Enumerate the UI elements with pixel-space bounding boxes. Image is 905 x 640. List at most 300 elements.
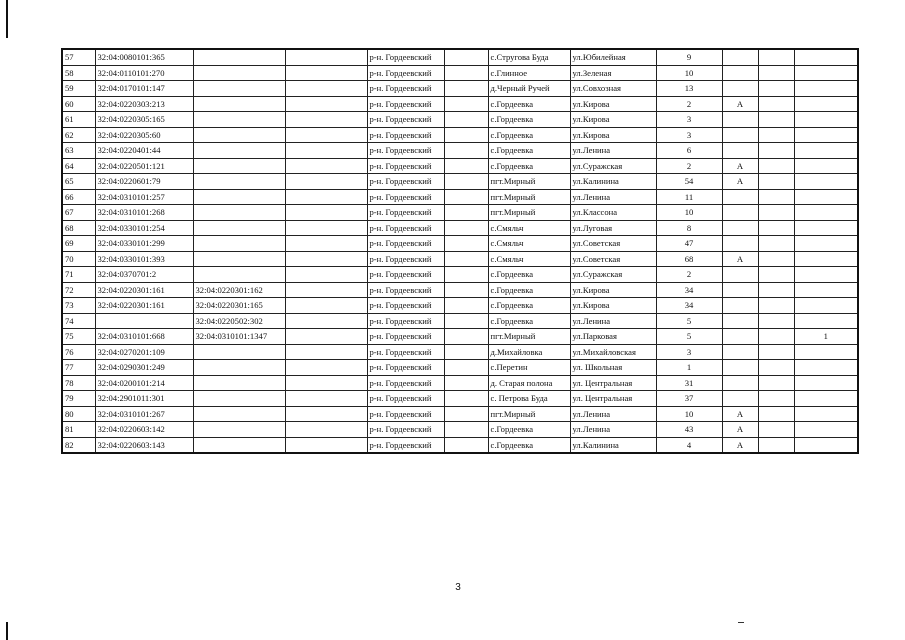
cell-cadastral-number: 32:04:0220305:165	[95, 112, 193, 128]
cell-apartment	[794, 236, 858, 252]
cell-house-letter: А	[722, 158, 758, 174]
cell-row-number: 71	[62, 267, 95, 283]
cell-row-number: 57	[62, 49, 95, 65]
cell-apartment	[794, 112, 858, 128]
cell-building	[758, 96, 794, 112]
cell-house-letter	[722, 360, 758, 376]
cell-district: р-н. Гордеевский	[367, 298, 444, 314]
cell-related-cadastral-number	[193, 49, 285, 65]
cell-settlement: с.Глинное	[488, 65, 570, 81]
cell-house-number: 3	[656, 127, 722, 143]
cell-street: ул.Михайловская	[570, 344, 656, 360]
table-row	[62, 127, 858, 143]
cell-house-letter	[722, 329, 758, 345]
cell-district: р-н. Гордеевский	[367, 49, 444, 65]
cell-cadastral-number: 32:04:0220301:161	[95, 282, 193, 298]
cell-empty-column-2	[444, 96, 488, 112]
cell-district: р-н. Гордеевский	[367, 81, 444, 97]
cell-apartment	[794, 81, 858, 97]
cell-building	[758, 375, 794, 391]
cell-settlement: с.Гордеевка	[488, 437, 570, 453]
cell-building	[758, 298, 794, 314]
cell-house-letter	[722, 127, 758, 143]
cell-apartment	[794, 189, 858, 205]
cell-house-number: 8	[656, 220, 722, 236]
table-row	[62, 112, 858, 128]
cell-empty-column-2	[444, 391, 488, 407]
table-row	[62, 422, 858, 438]
cell-apartment	[794, 391, 858, 407]
cell-house-letter	[722, 220, 758, 236]
cell-related-cadastral-number	[193, 251, 285, 267]
cell-building	[758, 236, 794, 252]
table-row	[62, 96, 858, 112]
cell-building	[758, 127, 794, 143]
table-row	[62, 313, 858, 329]
cell-building	[758, 391, 794, 407]
cell-row-number: 69	[62, 236, 95, 252]
cell-street: ул.Советская	[570, 236, 656, 252]
cell-row-number: 74	[62, 313, 95, 329]
cell-empty-column-2	[444, 158, 488, 174]
cell-district: р-н. Гордеевский	[367, 391, 444, 407]
cell-apartment	[794, 158, 858, 174]
cell-building	[758, 422, 794, 438]
cell-district: р-н. Гордеевский	[367, 96, 444, 112]
cell-empty-column-2	[444, 251, 488, 267]
cell-building	[758, 189, 794, 205]
cell-house-number: 10	[656, 205, 722, 221]
cell-district: р-н. Гордеевский	[367, 127, 444, 143]
cell-related-cadastral-number	[193, 81, 285, 97]
table-row	[62, 189, 858, 205]
cell-settlement: пгт.Мирный	[488, 174, 570, 190]
cell-street: ул.Юбилейная	[570, 49, 656, 65]
cell-street: ул.Калинина	[570, 174, 656, 190]
cell-apartment	[794, 298, 858, 314]
cell-apartment	[794, 205, 858, 221]
cell-street: ул.Совхозная	[570, 81, 656, 97]
cell-cadastral-number: 32:04:0330101:299	[95, 236, 193, 252]
cell-street: ул.Калинина	[570, 437, 656, 453]
cell-row-number: 81	[62, 422, 95, 438]
cell-street: ул.Кирова	[570, 112, 656, 128]
cell-house-letter: А	[722, 174, 758, 190]
scan-edge-mark-top	[6, 0, 8, 38]
cell-district: р-н. Гордеевский	[367, 329, 444, 345]
cell-house-number: 9	[656, 49, 722, 65]
cell-empty-column	[285, 360, 367, 376]
cell-house-letter	[722, 298, 758, 314]
cell-settlement: с.Гордеевка	[488, 313, 570, 329]
cell-apartment	[794, 267, 858, 283]
cell-empty-column	[285, 189, 367, 205]
cell-district: р-н. Гордеевский	[367, 375, 444, 391]
cell-cadastral-number	[95, 313, 193, 329]
cell-building	[758, 220, 794, 236]
cell-cadastral-number: 32:04:0220603:142	[95, 422, 193, 438]
cell-district: р-н. Гордеевский	[367, 174, 444, 190]
table-row	[62, 236, 858, 252]
cell-empty-column	[285, 375, 367, 391]
cell-street: ул.Ленина	[570, 313, 656, 329]
cell-empty-column-2	[444, 422, 488, 438]
cell-street: ул.Зеленая	[570, 65, 656, 81]
cell-related-cadastral-number	[193, 189, 285, 205]
cell-settlement: с.Стругова Буда	[488, 49, 570, 65]
cell-building	[758, 267, 794, 283]
cell-building	[758, 406, 794, 422]
cell-related-cadastral-number	[193, 143, 285, 159]
cell-settlement: с.Гордеевка	[488, 112, 570, 128]
cell-cadastral-number: 32:04:0310101:268	[95, 205, 193, 221]
cell-empty-column	[285, 65, 367, 81]
cell-empty-column-2	[444, 174, 488, 190]
cell-related-cadastral-number	[193, 406, 285, 422]
cell-row-number: 68	[62, 220, 95, 236]
cell-empty-column-2	[444, 143, 488, 159]
table-row	[62, 205, 858, 221]
cell-district: р-н. Гордеевский	[367, 406, 444, 422]
cell-house-number: 68	[656, 251, 722, 267]
cell-empty-column	[285, 437, 367, 453]
cell-row-number: 59	[62, 81, 95, 97]
cell-empty-column	[285, 158, 367, 174]
cell-related-cadastral-number: 32:04:0310101:1347	[193, 329, 285, 345]
cell-cadastral-number: 32:04:0200101:214	[95, 375, 193, 391]
cell-street: ул.Ленина	[570, 422, 656, 438]
cell-street: ул.Парковая	[570, 329, 656, 345]
cell-district: р-н. Гордеевский	[367, 112, 444, 128]
table-row	[62, 174, 858, 190]
cell-apartment	[794, 220, 858, 236]
cell-row-number: 73	[62, 298, 95, 314]
cell-building	[758, 360, 794, 376]
cell-related-cadastral-number	[193, 236, 285, 252]
cell-settlement: с.Гордеевка	[488, 298, 570, 314]
cell-empty-column	[285, 282, 367, 298]
cell-street: ул.Кирова	[570, 96, 656, 112]
cell-empty-column	[285, 267, 367, 283]
cell-street: ул.Ленина	[570, 143, 656, 159]
cell-house-number: 10	[656, 65, 722, 81]
table-row	[62, 391, 858, 407]
cell-house-letter: А	[722, 437, 758, 453]
cell-cadastral-number: 32:04:0370701:2	[95, 267, 193, 283]
cell-cadastral-number: 32:04:0290301:249	[95, 360, 193, 376]
table-row	[62, 344, 858, 360]
cell-district: р-н. Гордеевский	[367, 282, 444, 298]
cell-street: ул. Школьная	[570, 360, 656, 376]
cell-house-number: 37	[656, 391, 722, 407]
cell-house-number: 1	[656, 360, 722, 376]
cell-empty-column	[285, 220, 367, 236]
cell-related-cadastral-number	[193, 127, 285, 143]
table-row	[62, 251, 858, 267]
cell-empty-column-2	[444, 205, 488, 221]
cell-cadastral-number: 32:04:0310101:267	[95, 406, 193, 422]
cell-house-number: 4	[656, 437, 722, 453]
cell-house-number: 3	[656, 344, 722, 360]
cell-row-number: 76	[62, 344, 95, 360]
cell-empty-column	[285, 329, 367, 345]
cell-settlement: с.Гордеевка	[488, 158, 570, 174]
cell-apartment	[794, 422, 858, 438]
cell-cadastral-number: 32:04:0270201:109	[95, 344, 193, 360]
cell-district: р-н. Гордеевский	[367, 267, 444, 283]
cell-empty-column-2	[444, 236, 488, 252]
cell-house-letter	[722, 65, 758, 81]
cell-empty-column	[285, 143, 367, 159]
cell-building	[758, 344, 794, 360]
registry-table-body	[62, 49, 858, 453]
cell-related-cadastral-number	[193, 360, 285, 376]
cell-row-number: 65	[62, 174, 95, 190]
cell-empty-column-2	[444, 375, 488, 391]
cell-settlement: с.Смяльч	[488, 251, 570, 267]
cell-cadastral-number: 32:04:2901011:301	[95, 391, 193, 407]
cell-row-number: 72	[62, 282, 95, 298]
cell-empty-column	[285, 81, 367, 97]
cell-empty-column	[285, 344, 367, 360]
cell-house-letter	[722, 189, 758, 205]
cell-row-number: 75	[62, 329, 95, 345]
cell-empty-column	[285, 406, 367, 422]
cell-street: ул.Советская	[570, 251, 656, 267]
table-row	[62, 220, 858, 236]
cell-empty-column-2	[444, 127, 488, 143]
cell-empty-column-2	[444, 329, 488, 345]
cell-settlement: с.Смяльч	[488, 236, 570, 252]
cell-house-number: 6	[656, 143, 722, 159]
cell-house-letter	[722, 81, 758, 97]
table-row	[62, 282, 858, 298]
cell-cadastral-number: 32:04:0330101:254	[95, 220, 193, 236]
cell-street: ул.Классона	[570, 205, 656, 221]
scan-dash-mark	[738, 622, 744, 623]
cell-empty-column	[285, 205, 367, 221]
cell-building	[758, 112, 794, 128]
cell-cadastral-number: 32:04:0220301:161	[95, 298, 193, 314]
cell-street: ул.Суражская	[570, 158, 656, 174]
cell-empty-column-2	[444, 437, 488, 453]
cell-related-cadastral-number	[193, 267, 285, 283]
cell-apartment	[794, 251, 858, 267]
table-row	[62, 298, 858, 314]
cell-related-cadastral-number	[193, 375, 285, 391]
cell-empty-column-2	[444, 267, 488, 283]
cell-row-number: 64	[62, 158, 95, 174]
registry-table	[61, 48, 859, 454]
cell-related-cadastral-number	[193, 344, 285, 360]
cell-street: ул.Ленина	[570, 189, 656, 205]
cell-house-number: 47	[656, 236, 722, 252]
cell-row-number: 78	[62, 375, 95, 391]
cell-related-cadastral-number	[193, 112, 285, 128]
cell-street: ул.Ленина	[570, 406, 656, 422]
cell-settlement: д.Черный Ручей	[488, 81, 570, 97]
cell-row-number: 63	[62, 143, 95, 159]
cell-house-letter: А	[722, 251, 758, 267]
cell-house-number: 31	[656, 375, 722, 391]
cell-related-cadastral-number: 32:04:0220301:162	[193, 282, 285, 298]
cell-building	[758, 65, 794, 81]
cell-building	[758, 313, 794, 329]
cell-empty-column	[285, 298, 367, 314]
cell-street: ул. Центральная	[570, 391, 656, 407]
cell-district: р-н. Гордеевский	[367, 251, 444, 267]
cell-related-cadastral-number	[193, 65, 285, 81]
cell-empty-column-2	[444, 220, 488, 236]
cell-settlement: пгт.Мирный	[488, 329, 570, 345]
cell-street: ул.Кирова	[570, 127, 656, 143]
cell-house-number: 11	[656, 189, 722, 205]
cell-apartment	[794, 406, 858, 422]
page-number: 3	[455, 582, 461, 593]
cell-empty-column	[285, 313, 367, 329]
cell-apartment	[794, 344, 858, 360]
cell-house-number: 2	[656, 96, 722, 112]
cell-cadastral-number: 32:04:0330101:393	[95, 251, 193, 267]
cell-cadastral-number: 32:04:0220401:44	[95, 143, 193, 159]
cell-building	[758, 81, 794, 97]
cell-cadastral-number: 32:04:0220603:143	[95, 437, 193, 453]
cell-house-letter	[722, 205, 758, 221]
cell-empty-column	[285, 127, 367, 143]
cell-empty-column	[285, 236, 367, 252]
cell-settlement: с.Гордеевка	[488, 282, 570, 298]
cell-district: р-н. Гордеевский	[367, 189, 444, 205]
cell-empty-column	[285, 422, 367, 438]
table-row	[62, 143, 858, 159]
cell-apartment	[794, 96, 858, 112]
cell-house-letter	[722, 375, 758, 391]
cell-related-cadastral-number	[193, 174, 285, 190]
cell-house-letter	[722, 344, 758, 360]
table-row	[62, 375, 858, 391]
cell-district: р-н. Гордеевский	[367, 236, 444, 252]
cell-building	[758, 205, 794, 221]
cell-empty-column-2	[444, 406, 488, 422]
cell-empty-column-2	[444, 344, 488, 360]
cell-house-letter	[722, 313, 758, 329]
table-row	[62, 360, 858, 376]
table-row	[62, 158, 858, 174]
cell-empty-column-2	[444, 360, 488, 376]
cell-house-letter	[722, 267, 758, 283]
cell-house-number: 34	[656, 282, 722, 298]
cell-settlement: пгт.Мирный	[488, 406, 570, 422]
cell-district: р-н. Гордеевский	[367, 205, 444, 221]
cell-cadastral-number: 32:04:0310101:257	[95, 189, 193, 205]
cell-settlement: д.Михайловка	[488, 344, 570, 360]
cell-cadastral-number: 32:04:0110101:270	[95, 65, 193, 81]
table-row	[62, 65, 858, 81]
cell-house-letter	[722, 49, 758, 65]
cell-empty-column	[285, 174, 367, 190]
scan-edge-mark-bottom	[6, 622, 8, 640]
cell-district: р-н. Гордеевский	[367, 422, 444, 438]
cell-house-letter	[722, 143, 758, 159]
table-row	[62, 406, 858, 422]
cell-settlement: с.Гордеевка	[488, 143, 570, 159]
cell-empty-column	[285, 49, 367, 65]
cell-district: р-н. Гордеевский	[367, 437, 444, 453]
cell-apartment	[794, 437, 858, 453]
cell-cadastral-number: 32:04:0220303:213	[95, 96, 193, 112]
cell-district: р-н. Гордеевский	[367, 65, 444, 81]
cell-house-letter	[722, 391, 758, 407]
cell-cadastral-number: 32:04:0220305:60	[95, 127, 193, 143]
cell-related-cadastral-number: 32:04:0220301:165	[193, 298, 285, 314]
cell-empty-column-2	[444, 282, 488, 298]
cell-related-cadastral-number	[193, 437, 285, 453]
cell-house-number: 13	[656, 81, 722, 97]
cell-house-number: 10	[656, 406, 722, 422]
cell-empty-column	[285, 391, 367, 407]
cell-row-number: 58	[62, 65, 95, 81]
cell-district: р-н. Гордеевский	[367, 158, 444, 174]
cell-related-cadastral-number	[193, 220, 285, 236]
cell-cadastral-number: 32:04:0170101:147	[95, 81, 193, 97]
table-row	[62, 329, 858, 345]
cell-building	[758, 282, 794, 298]
cell-house-letter	[722, 112, 758, 128]
cell-apartment	[794, 127, 858, 143]
table-row	[62, 437, 858, 453]
cell-row-number: 60	[62, 96, 95, 112]
cell-house-number: 5	[656, 313, 722, 329]
cell-row-number: 61	[62, 112, 95, 128]
cell-row-number: 77	[62, 360, 95, 376]
cell-empty-column-2	[444, 298, 488, 314]
table-row	[62, 49, 858, 65]
cell-house-letter: А	[722, 406, 758, 422]
cell-street: ул.Кирова	[570, 298, 656, 314]
cell-building	[758, 158, 794, 174]
cell-settlement: с.Перетин	[488, 360, 570, 376]
cell-building	[758, 329, 794, 345]
cell-row-number: 66	[62, 189, 95, 205]
cell-apartment	[794, 375, 858, 391]
cell-related-cadastral-number: 32:04:0220502:302	[193, 313, 285, 329]
cell-street: ул.Суражская	[570, 267, 656, 283]
cell-empty-column-2	[444, 49, 488, 65]
cell-building	[758, 251, 794, 267]
cell-related-cadastral-number	[193, 422, 285, 438]
cell-cadastral-number: 32:04:0310101:668	[95, 329, 193, 345]
table-row	[62, 81, 858, 97]
cell-empty-column-2	[444, 313, 488, 329]
cell-house-number: 2	[656, 158, 722, 174]
cell-settlement: с.Гордеевка	[488, 96, 570, 112]
cell-building	[758, 143, 794, 159]
cell-house-letter: А	[722, 422, 758, 438]
table-row	[62, 267, 858, 283]
cell-row-number: 67	[62, 205, 95, 221]
cell-empty-column	[285, 96, 367, 112]
cell-related-cadastral-number	[193, 205, 285, 221]
cell-cadastral-number: 32:04:0080101:365	[95, 49, 193, 65]
cell-settlement: с.Гордеевка	[488, 267, 570, 283]
cell-district: р-н. Гордеевский	[367, 360, 444, 376]
cell-settlement: д. Старая полона	[488, 375, 570, 391]
cell-apartment	[794, 313, 858, 329]
cell-house-letter	[722, 236, 758, 252]
cell-apartment	[794, 143, 858, 159]
cell-related-cadastral-number	[193, 96, 285, 112]
cell-house-number: 34	[656, 298, 722, 314]
